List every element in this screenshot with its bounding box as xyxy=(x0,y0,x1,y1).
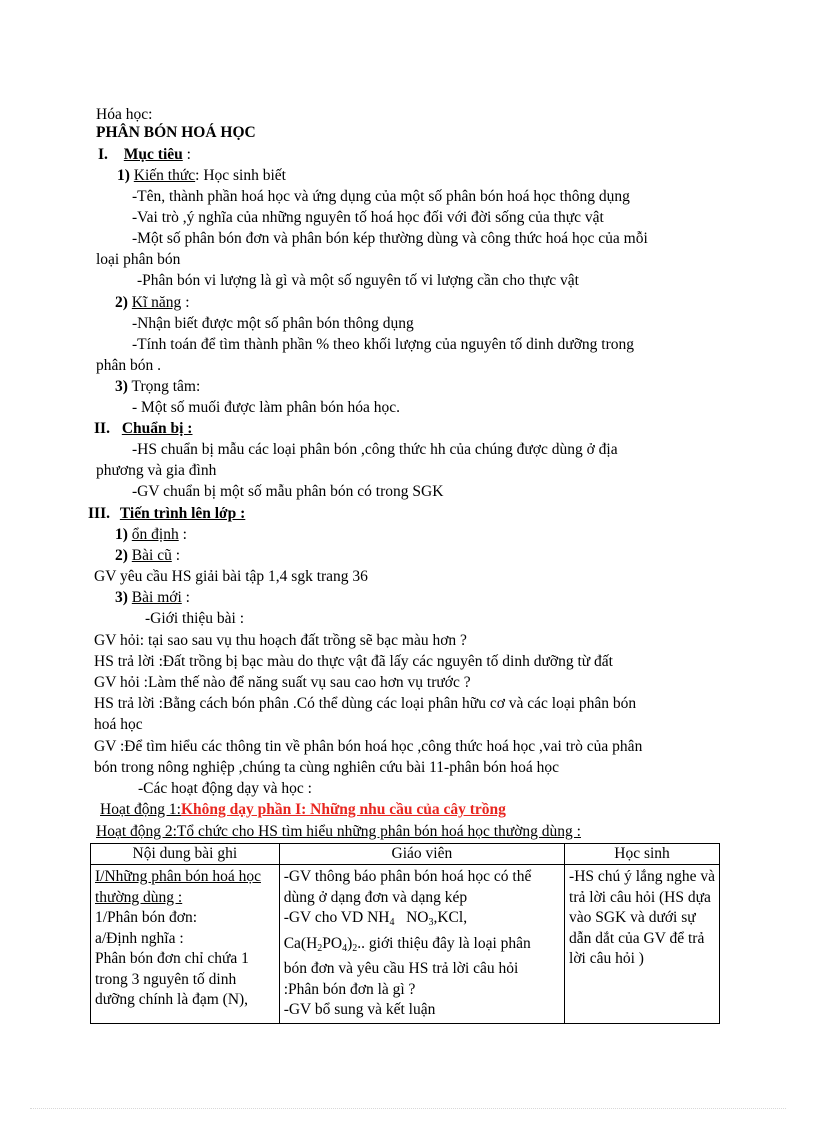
dialogue-line: HS trả lời :Đất trồng bị bạc màu do thực vật đã lấy các nguyên tố dinh dưỡng từ đất xyxy=(94,653,613,670)
dialogue-line: bón trong nông nghiệp ,chúng ta cùng nghiên cứu bài 11-phân bón hoá học xyxy=(94,759,559,776)
activities-label: -Các hoạt động dạy và học : xyxy=(138,780,312,797)
activity-1-note: Không dạy phần I: Những nhu cầu của cây trồng xyxy=(180,801,506,818)
lesson-table xyxy=(90,843,720,1024)
skills-item: phân bón . xyxy=(96,357,162,374)
focus-heading: 3) Trọng tâm: xyxy=(115,378,201,395)
page-footer-rule xyxy=(30,1108,786,1109)
new-lesson-heading: 3) Bài mới : xyxy=(115,589,190,606)
intro-text: -Giới thiệu bài : xyxy=(145,610,245,627)
dialogue-line: GV hỏi :Làm thế nào để năng suất vụ sau cao hơn vụ trước ? xyxy=(94,674,471,691)
formula-line: $Ca(H_2PO_4)_2$.. giới thiệu đây là loại phân xyxy=(283,934,531,954)
knowledge-item: -Một số phân bón đơn và phân bón kép thường dùng và công thức hoá học của mỗi xyxy=(132,230,648,247)
teacher-cell: -GV thông báo phân bón hoá học có thể dùng ở dạng đơn và dạng kép -GV cho VD $NH_4$ $NO_3,KCl$, $Ca(H_2PO_4)_2$.. giới thiệu đây là loại phân bón đơn và yêu cầu HS trả lời câu hỏi :Phân bón đơn là gì ? -GV bổ sung và kết luận xyxy=(279,865,564,1024)
focus-label: Trọng tâm: xyxy=(131,378,201,395)
content-cell: I/Những phân bón hoá học thường dùng : 1/Phân bón đơn: a/Định nghĩa : Phân bón đơn chỉ chứa 1 trong 3 nguyên tố dinh dưỡng chính là đạm (N), xyxy=(91,865,280,1024)
skills-item: -Tính toán để tìm thành phần % theo khối lượng của nguyên tố dinh dưỡng trong xyxy=(132,336,634,353)
knowledge-item: -Phân bón vi lượng là gì và một số nguyên tố vi lượng cần cho thực vật xyxy=(137,272,579,289)
preparation-item: -GV chuẩn bị một số mẫu phân bón có trong SGK xyxy=(132,483,444,500)
student-cell: -HS chú ý lắng nghe và trả lời câu hỏi (HS dựa vào SGK và dưới sự dẫn dắt của GV để trả lời câu hỏi ) xyxy=(565,865,720,1024)
subject-label: Hóa học: xyxy=(96,106,153,123)
section-1-heading: I. Mục tiêu : xyxy=(98,146,191,163)
skills-label: Kĩ năng xyxy=(131,294,182,311)
knowledge-item: -Vai trò ,ý nghĩa của những nguyên tố hoá học đối với đời sống của thực vật xyxy=(132,209,604,226)
preparation-item: phương và gia đình xyxy=(96,462,217,479)
table-row xyxy=(91,865,720,1024)
activity-2: Hoạt động 2:Tổ chức cho HS tìm hiểu những phân bón hoá học thường dùng : xyxy=(96,823,581,840)
column-header: Nội dung bài ghi xyxy=(91,844,280,865)
dialogue-line: GV :Để tìm hiểu các thông tin về phân bón hoá học ,công thức hoá học ,vai trò của phân xyxy=(94,738,643,755)
section-3-title: Tiến trình lên lớp : xyxy=(119,505,246,522)
focus-item: - Một số muối được làm phân bón hóa học. xyxy=(132,399,401,416)
section-2-heading: II. Chuẩn bị : xyxy=(94,420,193,437)
page-title: PHÂN BÓN HOÁ HỌC xyxy=(96,124,256,141)
table-header-row xyxy=(91,844,720,865)
stabilize-heading: 1) ổn định : xyxy=(115,526,187,543)
dialogue-line: GV hỏi: tại sao sau vụ thu hoạch đất trồng sẽ bạc màu hơn ? xyxy=(94,632,467,649)
knowledge-heading: 1) Kiến thức: Học sinh biết xyxy=(117,167,286,184)
formula-line: -GV cho VD $NH_4$ $NO_3,KCl$, xyxy=(283,909,468,928)
section-3-heading: III. Tiến trình lên lớp : xyxy=(88,505,246,522)
section-1-title: Mục tiêu xyxy=(123,146,183,163)
knowledge-item: loại phân bón xyxy=(96,251,181,268)
knowledge-item: -Tên, thành phần hoá học và ứng dụng của một số phân bón hoá học thông dụng xyxy=(132,188,630,205)
section-2-title: Chuẩn bị : xyxy=(121,420,193,437)
old-lesson-heading: 2) Bài cũ : xyxy=(115,547,181,564)
skills-item: -Nhận biết được một số phân bón thông dụng xyxy=(132,315,414,332)
knowledge-label: Kiến thức xyxy=(133,167,196,184)
dialogue-line: hoá học xyxy=(94,716,143,733)
dialogue-line: HS trả lời :Bằng cách bón phân .Có thể dùng các loại phân hữu cơ và các loại phân bón xyxy=(94,695,637,712)
preparation-item: -HS chuẩn bị mẫu các loại phân bón ,công thức hh của chúng được dùng ở địa xyxy=(132,441,618,458)
section-1-numeral: I. xyxy=(98,146,108,163)
column-header: Học sinh xyxy=(565,844,720,865)
activity-1: Hoạt động 1:Không dạy phần I: Những nhu cầu của cây trồng xyxy=(100,801,506,818)
old-lesson-text: GV yêu cầu HS giải bài tập 1,4 sgk trang 36 xyxy=(94,568,368,585)
column-header: Giáo viên xyxy=(279,844,564,865)
skills-heading: 2) Kĩ năng : xyxy=(115,294,190,311)
